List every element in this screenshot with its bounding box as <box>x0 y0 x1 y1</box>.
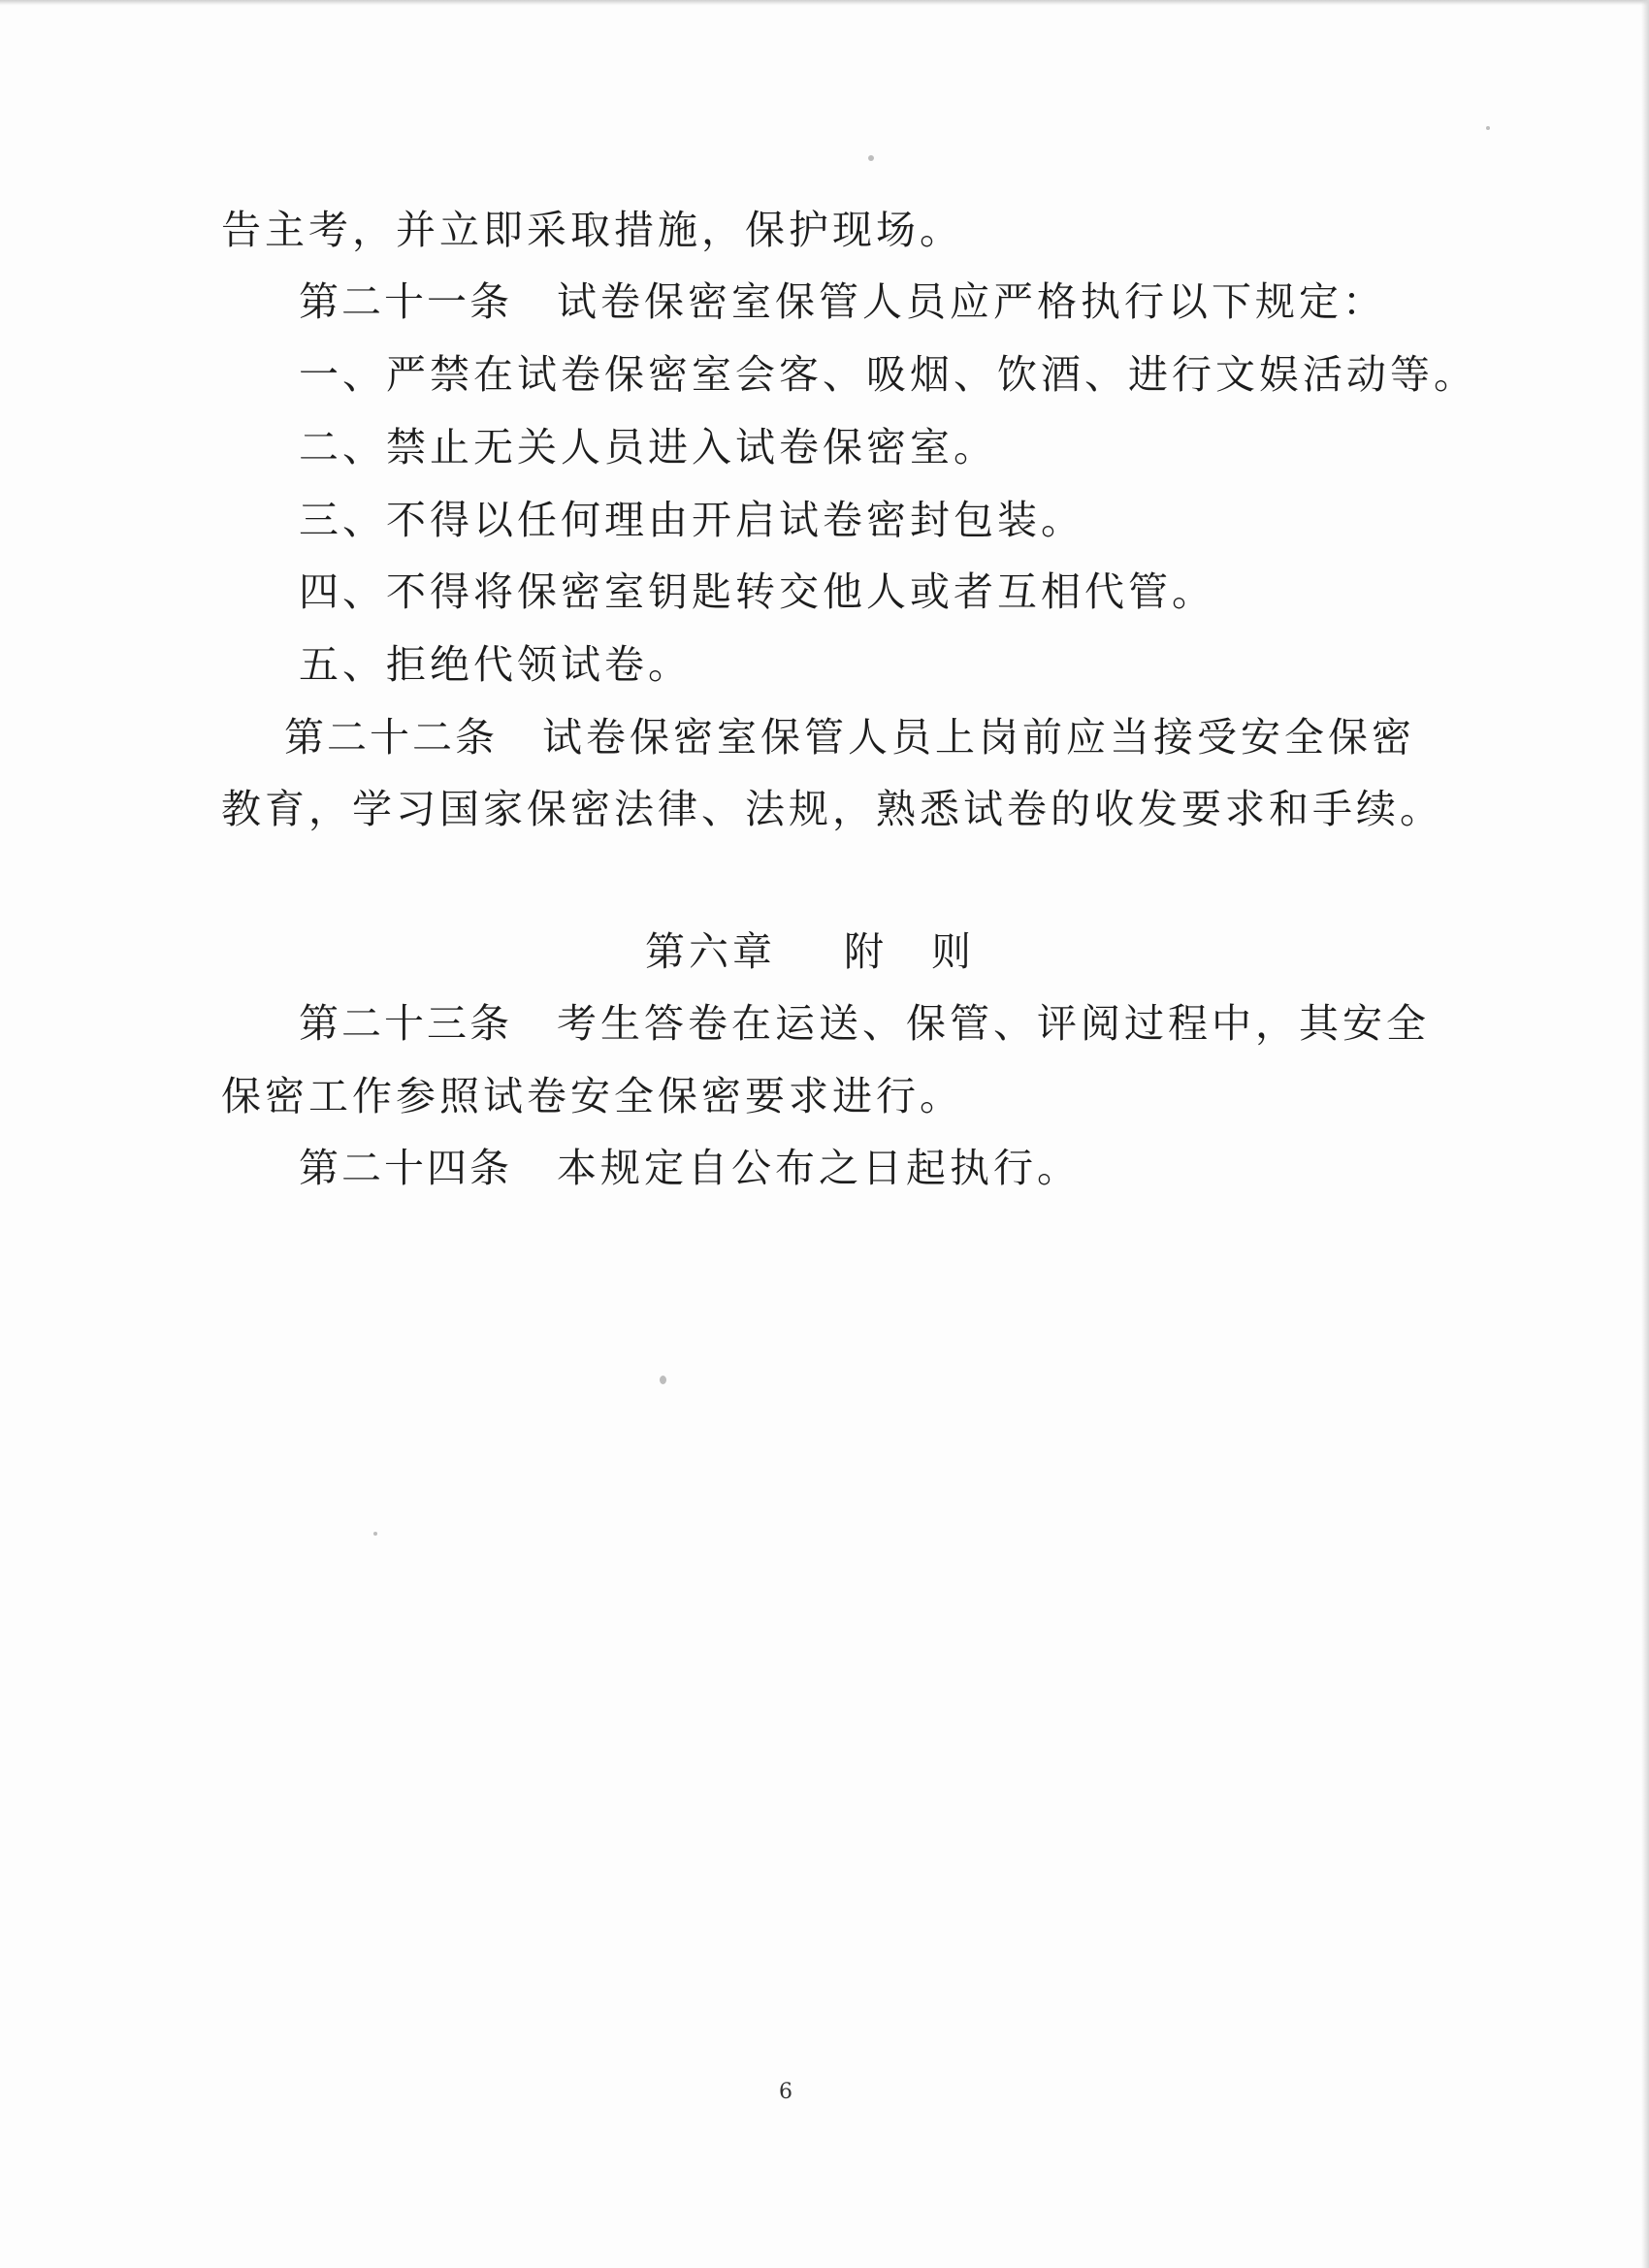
page-number: 6 <box>779 2080 792 2104</box>
scan-edge-right <box>1641 0 1649 2268</box>
chapter-title: 附 则 <box>844 928 975 975</box>
article-number: 第二十四条 <box>299 1145 512 1191</box>
article-22 <box>284 708 1415 766</box>
article-23 <box>299 994 1430 1053</box>
text-line: 保密工作参照试卷安全保密要求进行。 <box>221 1073 963 1119</box>
scan-speck <box>1486 126 1490 130</box>
list-item: 二、禁止无关人员进入试卷保密室。 <box>299 424 997 470</box>
article-number: 第二十三条 <box>299 1000 512 1047</box>
list-item: 四、不得将保密室钥匙转交他人或者互相代管。 <box>299 568 1215 615</box>
list-item: 五、拒绝代领试卷。 <box>299 641 692 688</box>
text-line: 告主考，并立即采取措施，保护现场。 <box>221 207 963 253</box>
text-line: 教育，学习国家保密法律、法规，熟悉试卷的收发要求和手续。 <box>221 786 1443 832</box>
article-text: 试卷保密室保管人员上岗前应当接受安全保密 <box>542 714 1415 761</box>
list-item: 一、严禁在试卷保密室会客、吸烟、饮酒、进行文娱活动等。 <box>299 351 1477 398</box>
article-text: 考生答卷在运送、保管、评阅过程中，其安全 <box>557 1000 1430 1047</box>
scan-speck <box>373 1532 377 1536</box>
scan-speck <box>868 155 874 161</box>
chapter-number: 第六章 <box>645 928 776 975</box>
article-number: 第二十二条 <box>284 714 498 761</box>
article-text: 本规定自公布之日起执行。 <box>557 1145 1081 1191</box>
scan-edge-top <box>0 0 1649 6</box>
article-24 <box>299 1139 1081 1197</box>
article-text: 试卷保密室保管人员应严格执行以下规定： <box>557 278 1386 325</box>
scan-speck <box>660 1376 666 1384</box>
list-item: 三、不得以任何理由开启试卷密封包装。 <box>299 497 1084 543</box>
article-number: 第二十一条 <box>299 278 512 325</box>
chapter-heading <box>645 923 975 981</box>
article-21 <box>299 273 1386 331</box>
